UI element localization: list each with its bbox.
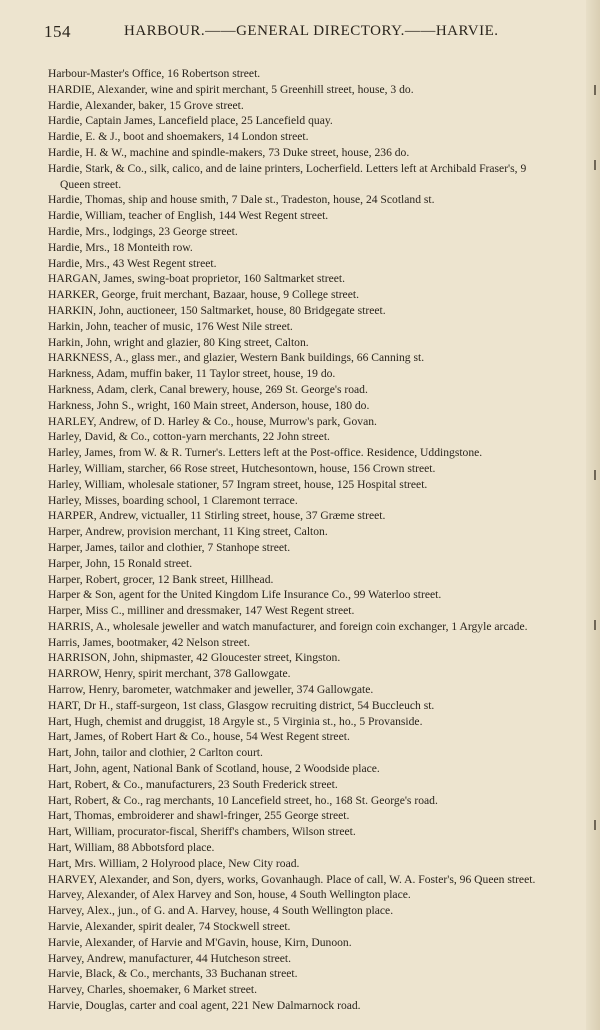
directory-entry: HARROW, Henry, spirit merchant, 378 Gallowgate. <box>48 667 291 681</box>
directory-entry: Hart, Thomas, embroiderer and shawl-fringer, 255 George street. <box>48 809 350 823</box>
directory-entry: Harley, William, starcher, 66 Rose street, Hutchesontown, house, 156 Crown street. <box>48 461 436 475</box>
directory-entry: Harrow, Henry, barometer, watchmaker and jeweller, 374 Gallowgate. <box>48 683 374 697</box>
running-head: HARBOUR.——GENERAL DIRECTORY.——HARVIE. <box>124 23 499 39</box>
directory-entry: Hart, James, of Robert Hart & Co., house, 54 West Regent street. <box>48 730 350 744</box>
directory-entry: Harkness, Adam, muffin baker, 11 Taylor street, house, 19 do. <box>48 367 336 381</box>
directory-entry: Harkness, Adam, clerk, Canal brewery, house, 269 St. George's road. <box>48 382 368 396</box>
directory-entry: Hardie, William, teacher of English, 144 West Regent street. <box>48 209 329 223</box>
directory-entry: HARKIN, John, auctioneer, 150 Saltmarket, house, 80 Bridgegate street. <box>48 303 386 317</box>
directory-entry: Harbour-Master's Office, 16 Robertson street. <box>48 67 261 80</box>
directory-entry: Hardie, Thomas, ship and house smith, 7 Dale st., Tradeston, house, 24 Scotland st. <box>48 193 435 207</box>
directory-entry: HARPER, Andrew, victualler, 11 Stirling street, house, 37 Græme street. <box>48 509 386 523</box>
directory-entry: Hardie, Stark, & Co., silk, calico, and de laine printers, Locherfield. Letters left at Archibald Fraser's, 9 Queen street. <box>48 161 527 191</box>
directory-entry: Hart, Hugh, chemist and druggist, 18 Argyle st., 5 Virginia st., ho., 5 Provanside. <box>48 714 423 728</box>
directory-entry: Harper, John, 15 Ronald street. <box>48 556 193 570</box>
directory-entry: Harvey, Alexander, of Alex Harvey and Son, house, 4 South Wellington place. <box>48 888 411 902</box>
directory-entry: HARDIE, Alexander, wine and spirit merchant, 5 Greenhill street, house, 3 do. <box>48 82 414 96</box>
directory-entry: Hardie, H. & W., machine and spindle-makers, 73 Duke street, house, 236 do. <box>48 145 410 159</box>
directory-entry: HARKER, George, fruit merchant, Bazaar, house, 9 College street. <box>48 288 359 302</box>
directory-entry: HARLEY, Andrew, of D. Harley & Co., house, Murrow's park, Govan. <box>48 414 377 428</box>
directory-entry: Harkness, John S., wright, 160 Main street, Anderson, house, 180 do. <box>48 398 370 412</box>
directory-entry: Harley, James, from W. & R. Turner's. Letters left at the Post-office. Residence, Uddingstone. <box>48 446 483 460</box>
page-number: 154 <box>44 22 71 41</box>
directory-entry: Harvey, Charles, shoemaker, 6 Market street. <box>48 983 258 997</box>
directory-entry: Harper & Son, agent for the United Kingdom Life Insurance Co., 99 Waterloo street. <box>48 588 442 602</box>
directory-entry: Hart, John, agent, National Bank of Scotland, house, 2 Woodside place. <box>48 762 380 776</box>
directory-entry: HARVEY, Alexander, and Son, dyers, works, Govanhaugh. Place of call, W. A. Foster's, 96 Queen street. <box>48 872 536 886</box>
directory-entry: Hart, Robert, & Co., rag merchants, 10 Lancefield street, ho., 168 St. George's road. <box>48 793 438 807</box>
directory-entry: Hardie, Alexander, baker, 15 Grove street. <box>48 98 244 112</box>
directory-entry: Hart, Robert, & Co., manufacturers, 23 South Frederick street. <box>48 777 338 791</box>
directory-entry: HARRISON, John, shipmaster, 42 Gloucester street, Kingston. <box>48 651 341 665</box>
directory-entry: Harley, David, & Co., cotton-yarn merchants, 22 John street. <box>48 430 330 444</box>
directory-entry: Harley, William, wholesale stationer, 57 Ingram street, house, 125 Hospital street. <box>48 477 428 491</box>
directory-entry: HART, Dr H., staff-surgeon, 1st class, Glasgow recruiting district, 54 Buccleuch st. <box>48 698 435 712</box>
directory-entry: HARGAN, James, swing-boat proprietor, 160 Saltmarket street. <box>48 272 346 286</box>
page-header <box>44 22 584 44</box>
directory-entry: Hardie, E. & J., boot and shoemakers, 14 London street. <box>48 130 309 144</box>
directory-entry: Harvie, Alexander, of Harvie and M'Gavin, house, Kirn, Dunoon. <box>48 935 352 949</box>
directory-entry: Harkin, John, wright and glazier, 80 King street, Calton. <box>48 335 309 349</box>
directory-entry: Hart, John, tailor and clothier, 2 Carlton court. <box>48 746 263 760</box>
directory-entry: Hardie, Mrs., 18 Monteith row. <box>48 240 193 254</box>
directory-entry: Harvie, Douglas, carter and coal agent, 221 New Dalmarnock road. <box>48 999 361 1013</box>
directory-entry: Hardie, Mrs., 43 West Regent street. <box>48 256 217 270</box>
directory-entry: Hardie, Captain James, Lancefield place, 25 Lancefield quay. <box>48 114 333 128</box>
directory-entry: Harvey, Andrew, manufacturer, 44 Hutcheson street. <box>48 951 292 965</box>
directory-entries <box>48 66 556 1014</box>
directory-entry: HARRIS, A., wholesale jeweller and watch manufacturer, and foreign coin exchanger, 1 Argyle arcade. <box>48 619 528 633</box>
directory-entry: Harris, James, bootmaker, 42 Nelson street. <box>48 635 251 649</box>
directory-entry: Hart, William, procurator-fiscal, Sheriff's chambers, Wilson street. <box>48 825 356 839</box>
directory-entry: Harvie, Alexander, spirit dealer, 74 Stockwell street. <box>48 920 291 934</box>
directory-entry: Harper, Andrew, provision merchant, 11 King street, Calton. <box>48 525 328 539</box>
directory-entry: Hart, William, 88 Abbotsford place. <box>48 841 215 855</box>
directory-entry: Harley, Misses, boarding school, 1 Claremont terrace. <box>48 493 298 507</box>
directory-entry: Harkin, John, teacher of music, 176 West Nile street. <box>48 319 293 333</box>
directory-entry: Harvey, Alex., jun., of G. and A. Harvey, house, 4 South Wellington place. <box>48 904 394 918</box>
directory-entry: Harvie, Black, & Co., merchants, 33 Buchanan street. <box>48 967 298 981</box>
page-edge <box>586 0 600 1030</box>
directory-entry: Harper, Miss C., milliner and dressmaker, 147 West Regent street. <box>48 604 355 618</box>
directory-entry: Harper, Robert, grocer, 12 Bank street, Hillhead. <box>48 572 274 586</box>
directory-entry: Hardie, Mrs., lodgings, 23 George street. <box>48 224 238 238</box>
directory-entry: HARKNESS, A., glass mer., and glazier, Western Bank buildings, 66 Canning st. <box>48 351 425 365</box>
directory-entry: Hart, Mrs. William, 2 Holyrood place, New City road. <box>48 856 300 870</box>
directory-entry: Harper, James, tailor and clothier, 7 Stanhope street. <box>48 540 291 554</box>
